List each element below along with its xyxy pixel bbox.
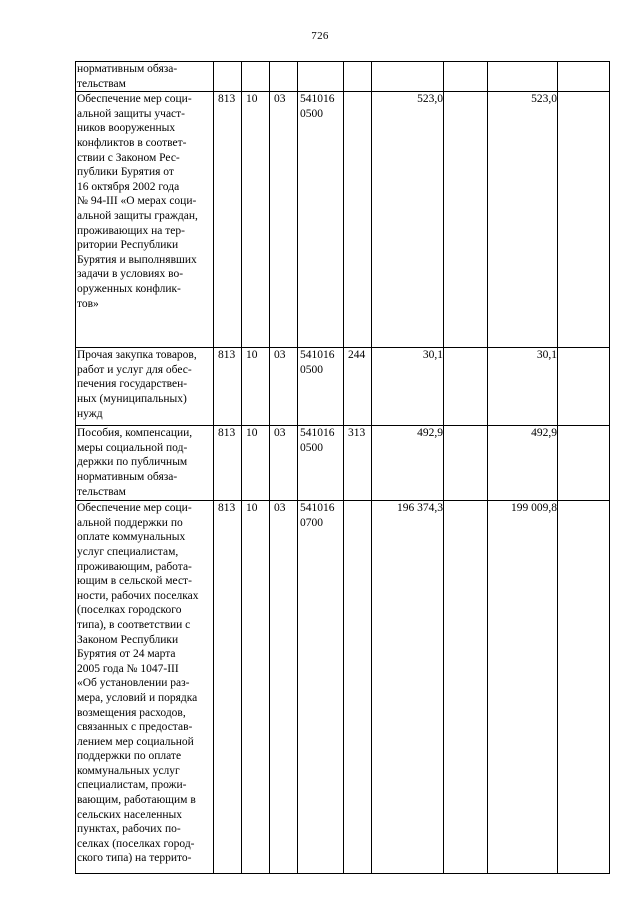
- expense-type-cell: 313: [344, 426, 372, 501]
- table-row: [76, 426, 610, 501]
- ministry-code-cell: [214, 62, 242, 92]
- amount-year2-cell: [488, 62, 558, 92]
- amount-year2-cell: 523,0: [488, 92, 558, 348]
- amount-year1-cell: 196 374,3: [372, 501, 444, 874]
- row-name-line: тов»: [77, 297, 99, 310]
- row-name-line: лением мер социальной: [77, 735, 194, 748]
- row-name-line: конфликтов в соответ-: [77, 136, 187, 149]
- row-name-line: работ и услуг для обес-: [77, 363, 192, 376]
- row-name-line: поддержки по оплате: [77, 750, 182, 763]
- row-name-line: селках (поселках город-: [77, 837, 195, 850]
- empty-cell: [444, 348, 488, 426]
- row-name-line: меры социальной под-: [77, 441, 188, 454]
- row-name-line: оруженных конфлик-: [77, 282, 181, 295]
- subsection-code-cell: 03: [270, 92, 298, 348]
- target-article-line: 541016: [300, 93, 335, 106]
- empty-cell: [444, 62, 488, 92]
- row-name-line: Бурятия и выполнявших: [77, 253, 197, 266]
- row-name-line: Обеспечение мер соци-: [77, 93, 192, 106]
- table-body: [76, 62, 610, 874]
- row-name-line: нормативным обяза-: [77, 63, 178, 75]
- section-code-cell: 10: [242, 92, 270, 348]
- row-name-line: Прочая закупка товаров,: [77, 349, 197, 362]
- empty-cell: [558, 426, 610, 501]
- ministry-code-cell: 813: [214, 501, 242, 874]
- row-name-line: услуг специалистам,: [77, 545, 179, 558]
- row-name-line: возмещения расходов,: [77, 706, 186, 719]
- subsection-code-cell: 03: [270, 501, 298, 874]
- row-name-line: мера, условий и порядка: [77, 691, 198, 704]
- row-name-line: Законом Республики: [77, 633, 179, 646]
- subsection-code-cell: 03: [270, 426, 298, 501]
- empty-cell: [444, 426, 488, 501]
- expense-type-cell: [344, 92, 372, 348]
- target-article-cell: [298, 92, 344, 348]
- table-row: [76, 348, 610, 426]
- empty-cell: [558, 92, 610, 348]
- budget-table: [75, 61, 610, 874]
- expense-type-cell: [344, 501, 372, 874]
- row-name-line: ритории Республики: [77, 239, 179, 252]
- table-row: [76, 501, 610, 874]
- target-article-cell: [298, 62, 344, 92]
- target-article-cell: [298, 348, 344, 426]
- row-name-line: «Об установлении раз-: [77, 677, 190, 690]
- subsection-code-cell: [270, 62, 298, 92]
- row-name-line: ных (муниципальных): [77, 392, 187, 405]
- row-name-line: печения государствен-: [77, 378, 188, 391]
- row-name-line: (поселках городского: [77, 604, 182, 617]
- row-name-line: держки по публичным: [77, 456, 188, 469]
- empty-cell: [444, 92, 488, 348]
- row-name-line: 16 октября 2002 года: [77, 180, 180, 193]
- row-name-line: альной защиты граждан,: [77, 209, 198, 222]
- amount-year1-cell: 492,9: [372, 426, 444, 501]
- row-name-line: нормативным обяза-: [77, 470, 178, 483]
- row-name-line: оплате коммунальных: [77, 531, 186, 544]
- amount-year1-cell: [372, 62, 444, 92]
- section-code-cell: 10: [242, 426, 270, 501]
- target-article-line: 0700: [300, 516, 323, 529]
- target-article-line: 541016: [300, 427, 335, 440]
- row-name-line: Пособия, компенсации,: [77, 427, 193, 440]
- row-name-cell: [76, 348, 214, 426]
- empty-cell: [444, 501, 488, 874]
- row-name-line: тельствам: [77, 485, 126, 498]
- empty-cell: [558, 348, 610, 426]
- row-name-cell: [76, 62, 214, 92]
- row-name-line: специалистам, прожи-: [77, 779, 187, 792]
- row-name-line: ников вооруженных: [77, 122, 176, 135]
- row-name-line: ствии с Законом Рес-: [77, 151, 180, 164]
- amount-year2-cell: 199 009,8: [488, 501, 558, 874]
- empty-cell: [558, 62, 610, 92]
- row-name-line: вающим, работающим в: [77, 794, 196, 807]
- amount-year2-cell: 492,9: [488, 426, 558, 501]
- row-name-line: ности, рабочих поселках: [77, 589, 199, 602]
- target-article-line: 541016: [300, 502, 335, 515]
- row-name-line: ского типа) на террито-: [77, 852, 192, 865]
- target-article-line: 541016: [300, 349, 335, 362]
- target-article-cell: [298, 426, 344, 501]
- ministry-code-cell: 813: [214, 92, 242, 348]
- subsection-code-cell: 03: [270, 348, 298, 426]
- row-name-line: сельских населенных: [77, 808, 183, 821]
- amount-year1-cell: 523,0: [372, 92, 444, 348]
- table-row: [76, 62, 610, 92]
- row-name-line: тельствам: [77, 77, 126, 90]
- amount-year1-cell: 30,1: [372, 348, 444, 426]
- expense-type-cell: [344, 62, 372, 92]
- target-article-line: 0500: [300, 441, 323, 454]
- row-name-cell: [76, 426, 214, 501]
- row-name-line: ющим в сельской мест-: [77, 575, 192, 588]
- page-number: 726: [311, 30, 329, 42]
- table-row: [76, 92, 610, 348]
- row-name-line: публики Бурятия от: [77, 166, 174, 179]
- section-code-cell: 10: [242, 348, 270, 426]
- row-name-line: № 94-III «О мерах соци-: [77, 195, 197, 208]
- row-name-cell: [76, 92, 214, 348]
- row-name-line: Обеспечение мер соци-: [77, 502, 192, 515]
- row-name-line: альной защиты участ-: [77, 107, 186, 120]
- ministry-code-cell: 813: [214, 426, 242, 501]
- row-name-line: связанных с предостав-: [77, 721, 193, 734]
- row-name-line: типа), в соответствии с: [77, 618, 191, 631]
- empty-cell: [558, 501, 610, 874]
- row-name-line: пунктах, рабочих по-: [77, 823, 181, 836]
- row-name-line: Бурятия от 24 марта: [77, 648, 176, 661]
- row-name-line: альной поддержки по: [77, 516, 183, 529]
- expense-type-cell: 244: [344, 348, 372, 426]
- row-name-line: задачи в условиях во-: [77, 268, 184, 281]
- section-code-cell: [242, 62, 270, 92]
- row-name-line: 2005 года № 1047-III: [77, 662, 179, 675]
- target-article-line: 0500: [300, 107, 323, 120]
- row-name-cell: [76, 501, 214, 874]
- row-name-line: проживающих на тер-: [77, 224, 185, 237]
- section-code-cell: 10: [242, 501, 270, 874]
- row-name-line: проживающим, работа-: [77, 560, 192, 573]
- target-article-cell: [298, 501, 344, 874]
- row-name-line: нужд: [77, 407, 103, 420]
- target-article-line: 0500: [300, 363, 323, 376]
- ministry-code-cell: 813: [214, 348, 242, 426]
- amount-year2-cell: 30,1: [488, 348, 558, 426]
- row-name-line: коммунальных услуг: [77, 764, 180, 777]
